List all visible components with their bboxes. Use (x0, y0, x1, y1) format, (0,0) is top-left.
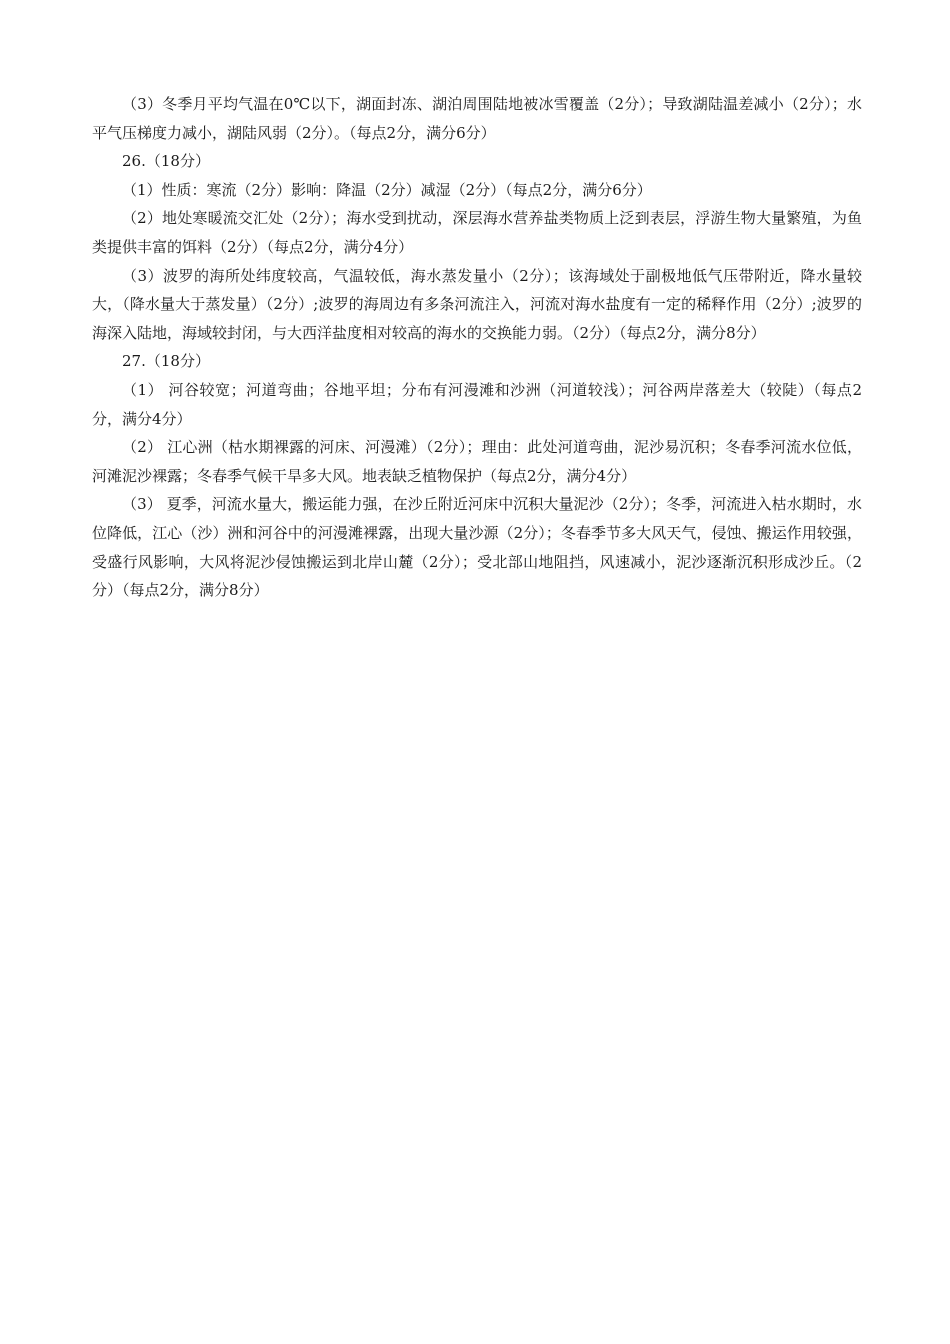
q27-part3-answer: （3） 夏季，河流水量大，搬运能力强，在沙丘附近河床中沉积大量泥沙（2分）；冬季，河流进入枯水期时，水位降低，江心（沙）洲和河谷中的河漫滩裸露，出现大量沙源（2分）；冬春季节多大风天气，侵蚀、搬运作用较强，受盛行风影响，大风将泥沙侵蚀搬运到北岸山麓（2分）；受北部山地阻挡，风速减小，泥沙逐渐沉积形成沙丘。（2分）（每点2分，满分8分） (92, 495, 862, 600)
q27-part1-answer: （1） 河谷较宽；河道弯曲；谷地平坦；分布有河漫滩和沙洲（河道较浅）；河谷两岸落差大（较陡）（每点2分，满分4分） (92, 380, 862, 428)
q26-part1-answer: （1）性质：寒流（2分）影响：降温（2分）减湿（2分）（每点2分，满分6分） (122, 180, 652, 199)
q26-part2-answer: （2）地处寒暖流交汇处（2分）；海水受到扰动，深层海水营养盐类物质上泛到表层，浮游生物大量繁殖，为鱼类提供丰富的饵料（2分）（每点2分，满分4分） (92, 209, 862, 256)
q27-heading: 27.（18分） (122, 352, 210, 371)
q25-part3-answer: （3）冬季月平均气温在0℃以下，湖面封冻、湖泊周围陆地被冰雪覆盖（2分）；导致湖陆温差减小（2分）；水平气压梯度力减小，湖陆风弱（2分）。（每点2分，满分6分） (92, 95, 862, 142)
q26-heading: 26.（18分） (122, 152, 210, 171)
q27-part2-answer: （2） 江心洲（枯水期裸露的河床、河漫滩）（2分）；理由：此处河道弯曲，泥沙易沉积；冬春季河流水位低，河滩泥沙裸露；冬春季气候干旱多大风。地表缺乏植物保护（每点2分，满分4分） (92, 438, 862, 485)
q26-part3-answer: （3）波罗的海所处纬度较高，气温较低，海水蒸发量小（2分）；该海域处于副极地低气压带附近，降水量较大，（降水量大于蒸发量）（2分）;波罗的海周边有多条河流注入，河流对海水盐度有一定的稀释作用（2分）;波罗的海深入陆地，海域较封闭，与大西洋盐度相对较高的海水的交换能力弱。（2分）（每点2分，满分8分） (92, 266, 862, 342)
answer-key-page (92, 90, 862, 605)
